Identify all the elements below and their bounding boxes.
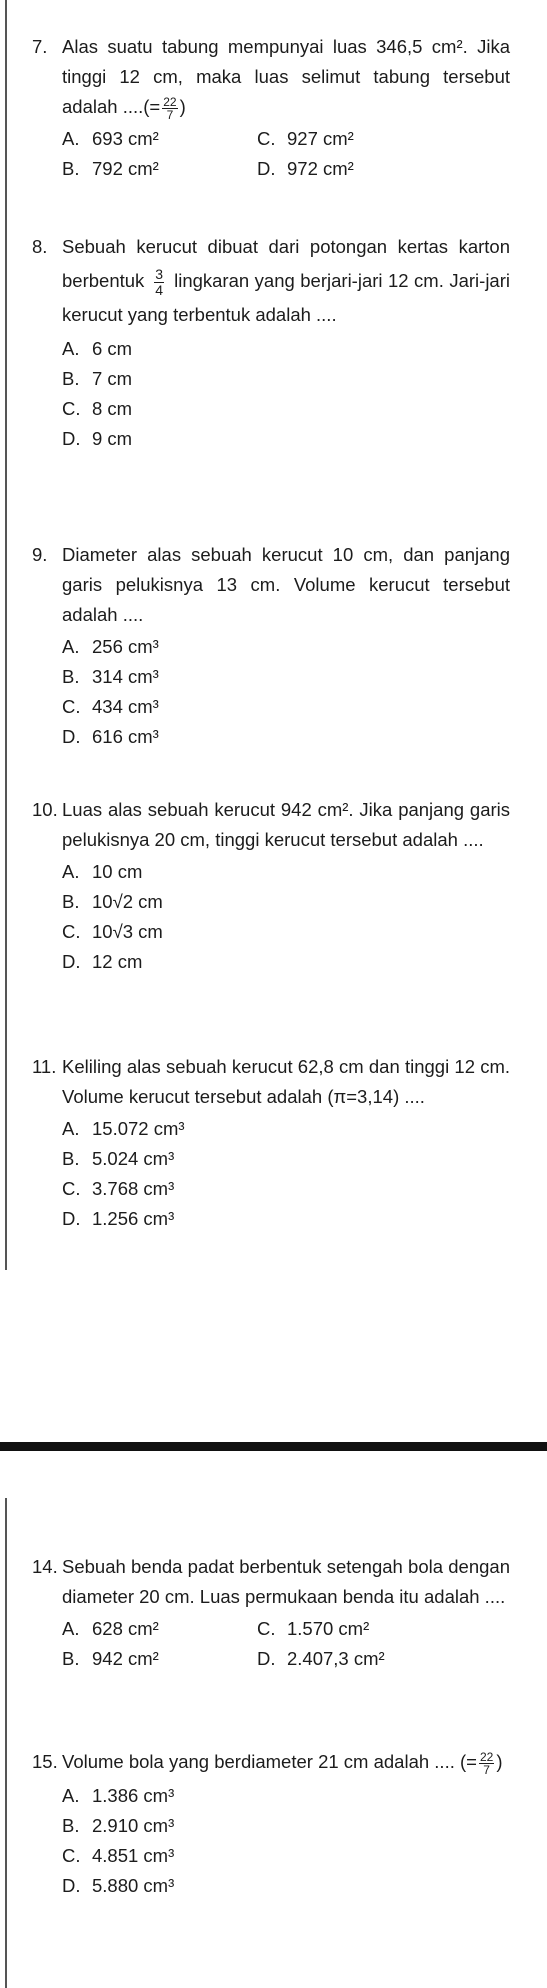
option-label: D. xyxy=(62,428,81,449)
question-body: Luas alas sebuah kerucut 942 cm². Jika panjang garis pelukisnya 20 cm, tinggi kerucut tersebut adalah .... xyxy=(62,799,510,850)
answer-options xyxy=(32,1781,510,1901)
option-b[interactable] xyxy=(62,1144,262,1174)
option-d[interactable] xyxy=(62,722,262,752)
option-value: 256 cm³ xyxy=(92,636,159,657)
option-c[interactable] xyxy=(62,1174,262,1204)
fraction-numerator: 22 xyxy=(479,1749,494,1764)
option-c[interactable] xyxy=(257,124,452,154)
question-text xyxy=(32,1552,510,1612)
answer-options xyxy=(32,632,510,752)
question-15 xyxy=(32,1745,510,1901)
option-label: B. xyxy=(62,1148,80,1169)
answer-options xyxy=(32,1614,510,1674)
question-number: 9. xyxy=(32,544,48,565)
question-14 xyxy=(32,1552,510,1674)
option-b[interactable] xyxy=(62,662,262,692)
option-label: A. xyxy=(62,1618,80,1639)
question-body: Diameter alas sebuah kerucut 10 cm, dan panjang garis pelukisnya 13 cm. Volume kerucut tersebut adalah .... xyxy=(62,544,510,625)
question-body: Sebuah benda padat berbentuk setengah bola dengan diameter 20 cm. Luas permukaan benda itu adalah .... xyxy=(62,1556,510,1607)
fraction-numerator: 22 xyxy=(163,94,177,109)
left-margin-line xyxy=(5,0,7,1270)
option-value: 1.256 cm³ xyxy=(92,1208,175,1229)
option-value: 8 cm xyxy=(92,398,133,419)
question-text xyxy=(32,230,510,332)
question-text xyxy=(32,540,510,630)
option-d[interactable] xyxy=(62,424,262,454)
question-11 xyxy=(32,1052,510,1234)
option-label: C. xyxy=(62,1845,81,1866)
option-value: 10√2 cm xyxy=(92,891,163,912)
question-body-end: lingkaran yang berjari-jari 12 cm. Jari-jari kerucut yang terbentuk adalah .... xyxy=(62,270,510,325)
question-9 xyxy=(32,540,510,752)
option-label: A. xyxy=(62,338,80,359)
option-a[interactable] xyxy=(62,1781,262,1811)
option-value: 5.024 cm³ xyxy=(92,1148,175,1169)
question-body-start: Sebuah kerucut dibuat dari potongan kertas karton berbentuk xyxy=(62,236,510,291)
option-label: B. xyxy=(62,891,80,912)
option-b[interactable] xyxy=(62,364,262,394)
question-text xyxy=(32,32,510,122)
equals-sign: = xyxy=(466,1751,477,1772)
option-c[interactable] xyxy=(62,1841,262,1871)
question-7 xyxy=(32,32,510,184)
option-label: A. xyxy=(62,1118,80,1139)
fraction xyxy=(162,96,177,121)
option-label: B. xyxy=(62,158,80,179)
option-b[interactable] xyxy=(62,887,262,917)
option-label: D. xyxy=(62,726,81,747)
option-label: C. xyxy=(62,696,81,717)
option-value: 12 cm xyxy=(92,951,143,972)
option-d[interactable] xyxy=(62,1871,262,1901)
option-label: D. xyxy=(62,1208,81,1229)
option-value: 616 cm³ xyxy=(92,726,159,747)
option-value: 1.386 cm³ xyxy=(92,1785,175,1806)
answer-options xyxy=(32,334,510,454)
option-c[interactable] xyxy=(62,394,262,424)
option-value: 942 cm² xyxy=(92,1648,159,1669)
option-label: D. xyxy=(257,158,276,179)
option-label: D. xyxy=(257,1648,276,1669)
question-body: Volume bola yang berdiameter 21 cm adalah .... ( xyxy=(62,1751,467,1772)
option-a[interactable] xyxy=(62,124,257,154)
option-label: C. xyxy=(62,921,81,942)
option-a[interactable] xyxy=(62,857,262,887)
option-value: 693 cm² xyxy=(92,128,159,149)
fraction xyxy=(479,1751,494,1776)
option-label: B. xyxy=(62,666,80,687)
option-label: D. xyxy=(62,1875,81,1896)
option-value: 314 cm³ xyxy=(92,666,159,687)
option-value: 6 cm xyxy=(92,338,133,359)
option-label: C. xyxy=(257,1618,276,1639)
answer-options xyxy=(32,1114,510,1234)
option-c[interactable] xyxy=(62,692,262,722)
question-8 xyxy=(32,230,510,454)
option-value: 2.910 cm³ xyxy=(92,1815,175,1836)
left-margin-line xyxy=(5,1498,7,1988)
option-value: 9 cm xyxy=(92,428,133,449)
option-value: 1.570 cm² xyxy=(287,1618,370,1639)
option-value: 2.407,3 cm² xyxy=(287,1648,385,1669)
option-label: C. xyxy=(257,128,276,149)
question-number: 7. xyxy=(32,36,48,57)
page-divider xyxy=(0,1442,547,1451)
option-value: 15.072 cm³ xyxy=(92,1118,185,1139)
answer-options xyxy=(32,857,510,977)
fraction-denominator: 4 xyxy=(155,281,164,298)
option-value: 972 cm² xyxy=(287,158,354,179)
option-value: 792 cm² xyxy=(92,158,159,179)
option-d[interactable] xyxy=(62,947,262,977)
option-b[interactable] xyxy=(62,154,257,184)
fraction-numerator: 3 xyxy=(155,265,164,282)
question-number: 10. xyxy=(32,799,58,820)
option-label: A. xyxy=(62,861,80,882)
option-d[interactable] xyxy=(257,154,452,184)
question-number: 8. xyxy=(32,236,48,257)
option-label: C. xyxy=(62,398,81,419)
option-value: 7 cm xyxy=(92,368,133,389)
option-label: A. xyxy=(62,128,80,149)
question-text xyxy=(32,1745,510,1779)
answer-options xyxy=(32,124,510,184)
option-label: B. xyxy=(62,368,80,389)
question-body: Alas suatu tabung mempunyai luas 346,5 cm². Jika tinggi 12 cm, maka luas selimut tabung tersebut adalah ....( xyxy=(62,36,510,117)
option-value: 628 cm² xyxy=(92,1618,159,1639)
question-text xyxy=(32,1052,510,1112)
option-a[interactable] xyxy=(62,334,262,364)
option-b[interactable] xyxy=(62,1644,257,1674)
option-a[interactable] xyxy=(62,632,262,662)
question-number: 14. xyxy=(32,1556,58,1577)
equals-sign: = xyxy=(149,96,161,117)
option-value: 3.768 cm³ xyxy=(92,1178,175,1199)
fraction-denominator: 7 xyxy=(166,107,174,122)
option-c[interactable] xyxy=(62,917,262,947)
option-a[interactable] xyxy=(62,1114,262,1144)
option-value: 10√3 cm xyxy=(92,921,163,942)
option-value: 434 cm³ xyxy=(92,696,159,717)
closing-paren: ) xyxy=(496,1751,503,1772)
option-value: 4.851 cm³ xyxy=(92,1845,175,1866)
question-body: Keliling alas sebuah kerucut 62,8 cm dan tinggi 12 cm. Volume kerucut tersebut adalah (π=3,14) .... xyxy=(62,1056,510,1107)
question-number: 11. xyxy=(32,1056,57,1077)
option-b[interactable] xyxy=(62,1811,262,1841)
question-text xyxy=(32,795,510,855)
option-c[interactable] xyxy=(257,1614,452,1644)
option-label: C. xyxy=(62,1178,81,1199)
question-number: 15. xyxy=(32,1751,58,1772)
option-d[interactable] xyxy=(62,1204,262,1234)
option-value: 927 cm² xyxy=(287,128,354,149)
option-value: 5.880 cm³ xyxy=(92,1875,175,1896)
fraction xyxy=(154,267,164,298)
fraction-denominator: 7 xyxy=(483,1762,490,1777)
option-label: D. xyxy=(62,951,81,972)
option-label: A. xyxy=(62,636,80,657)
option-a[interactable] xyxy=(62,1614,257,1644)
option-value: 10 cm xyxy=(92,861,143,882)
closing-paren: ) xyxy=(179,96,186,117)
question-10 xyxy=(32,795,510,977)
option-d[interactable] xyxy=(257,1644,452,1674)
option-label: B. xyxy=(62,1815,80,1836)
option-label: B. xyxy=(62,1648,80,1669)
option-label: A. xyxy=(62,1785,80,1806)
